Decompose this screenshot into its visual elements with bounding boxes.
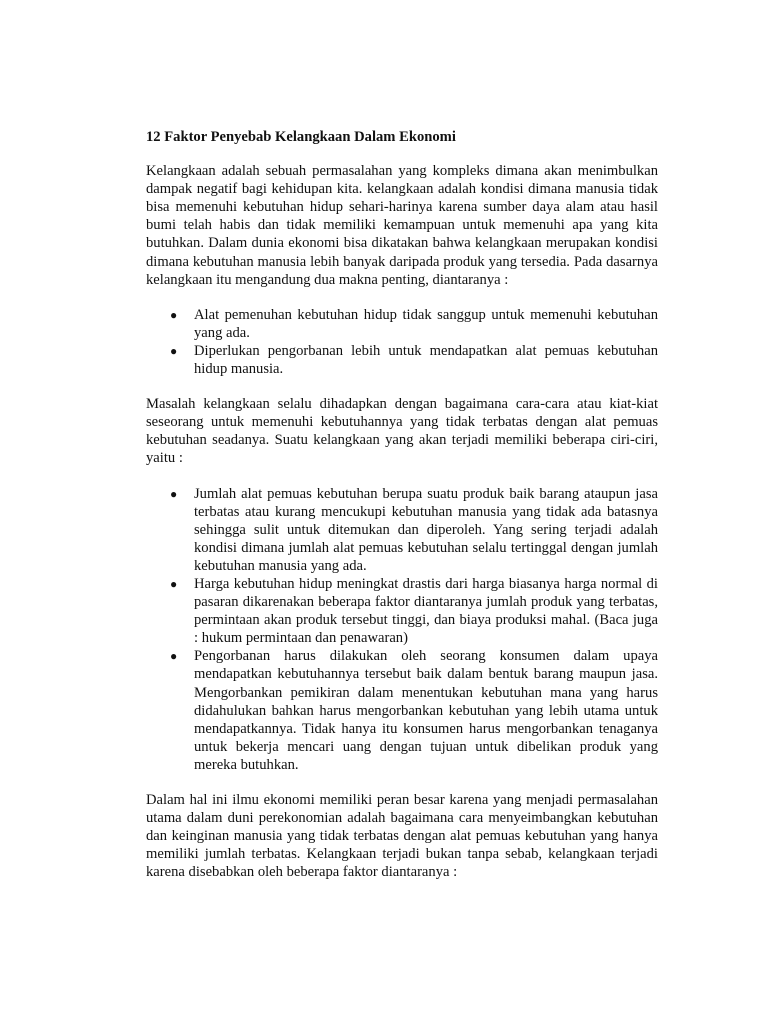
characteristics-paragraph: Masalah kelangkaan selalu dihadapkan dengan bagaimana cara-cara atau kiat-kiat seseorang untuk memenuhi kebutuhannya yang tidak terbatas dengan alat pemuas kebutuhan seadanya. Suatu kelangkaan yang akan terjadi memiliki beberapa ciri-ciri, yaitu :: [146, 396, 658, 467]
list-item-text: Alat pemenuhan kebutuhan hidup tidak sanggup untuk memenuhi kebutuhan yang ada.: [194, 306, 658, 341]
intro-paragraph: Kelangkaan adalah sebuah permasalahan yang kompleks dimana akan menimbulkan dampak negatif bagi kehidupan kita. kelangkaan adalah kondisi dimana manusia tidak bisa memenuhi kebutuhan hidup sehari-harinya karena sumber daya alam atau hasil bumi telah habis dan tidak memiliki kemampuan untuk memenuhi apa yang kita butuhkan. Dalam dunia ekonomi bisa dikatakan bahwa kelangkaan merupakan kondisi dimana kebutuhan manusia lebih banyak daripada produk yang tersedia. Pada dasarnya kelangkaan itu mengandung dua makna penting, diantaranya :: [146, 163, 658, 288]
conclusion-paragraph: Dalam hal ini ilmu ekonomi memiliki peran besar karena yang menjadi permasalahan utama dalam duni perekonomian adalah bagaimana cara menyeimbangkan kebutuhan dan keinginan manusia yang tidak terbatas dengan alat pemuas kebutuhan yang hanya memiliki jumlah terbatas. Kelangkaan terjadi bukan tanpa sebab, kelangkaan terjadi karena disebabkan oleh beberapa faktor diantaranya :: [146, 792, 658, 881]
document-page: [146, 128, 658, 898]
characteristics-list: [146, 485, 658, 775]
list-item: [146, 575, 658, 647]
page-title: 12 Faktor Penyebab Kelangkaan Dalam Ekonomi: [146, 129, 456, 145]
list-item: [146, 485, 658, 575]
bullet-icon: ●: [170, 649, 178, 664]
bullet-icon: ●: [170, 486, 178, 501]
bullet-icon: ●: [170, 576, 178, 591]
list-item: [146, 647, 658, 774]
bullet-icon: ●: [170, 343, 178, 358]
list-item-text: Pengorbanan harus dilakukan oleh seorang konsumen dalam upaya mendapatkan kebutuhannya tersebut baik dalam bentuk barang maupun jasa. Mengorbankan pemikiran dalam menentukan kebutuhan mana yang harus didahulukan bahkan harus mengorbankan kebutuhan yang lebih utama untuk mendapatkannya. Tidak hanya itu konsumen harus mengorbankan tenaganya untuk bekerja mencari uang dengan tujuan untuk dibelikan produk yang mereka butuhkan.: [194, 648, 658, 773]
list-item: [146, 306, 658, 342]
list-item-text: Harga kebutuhan hidup meningkat drastis dari harga biasanya harga normal di pasaran dikarenakan beberapa faktor diantaranya jumlah produk yang terbatas, permintaan akan produk tersebut tinggi, dan biaya produksi mahal. (Baca juga : hukum permintaan dan penawaran): [194, 575, 658, 647]
list-item: [146, 342, 658, 378]
meaning-list: [146, 306, 658, 378]
list-item-text: Diperlukan pengorbanan lebih untuk mendapatkan alat pemuas kebutuhan hidup manusia.: [194, 342, 658, 378]
bullet-icon: ●: [170, 307, 178, 322]
list-item-text: Jumlah alat pemuas kebutuhan berupa suatu produk baik barang ataupun jasa terbatas atau kurang mencukupi kebutuhan manusia yang tidak ada batasnya sehingga sulit untuk ditemukan dan diperoleh. Yang sering terjadi adalah kondisi dimana jumlah alat pemuas kebutuhan selalu tertinggal dengan jumlah kebutuhan manusia yang ada.: [194, 485, 658, 574]
